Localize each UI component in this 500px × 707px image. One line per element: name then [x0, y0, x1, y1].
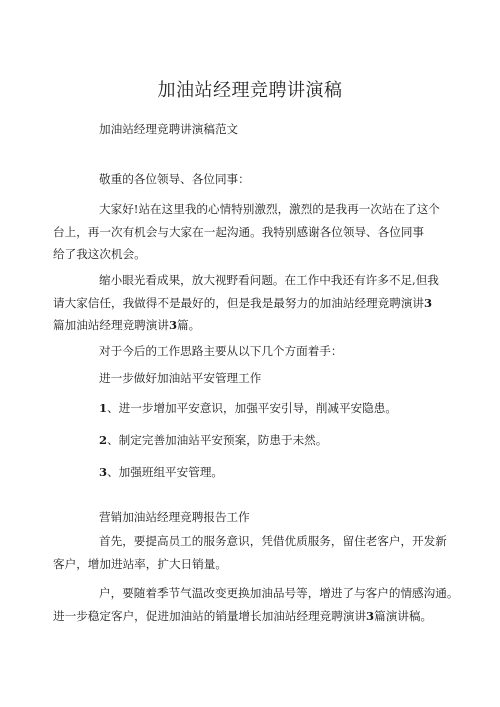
paragraph-3: 对于今后的工作思路主要从以下几个方面着手：: [99, 344, 343, 358]
paragraph-5-text: 篇演讲稿。: [374, 608, 433, 623]
list-number: 2: [99, 433, 108, 447]
section-heading-marketing: 营销加油站经理竞聘报告工作: [99, 510, 250, 524]
paragraph-2-line-with-number: [53, 292, 431, 315]
bold-number: 3: [168, 318, 178, 332]
paragraph-1-line: 台上，再一次有机会与大家在一起沟通。我特别感谢各位领导、各位同事: [53, 224, 425, 239]
bold-number: 3: [366, 608, 375, 623]
bold-number: 3: [424, 295, 433, 310]
list-text: 、制定完善加油站平安预案，防患于未然。: [107, 433, 328, 447]
paragraph-2: [53, 269, 439, 337]
list-item-1: [76, 397, 431, 420]
paragraph-1-line: 给了我这次机会。: [53, 247, 146, 261]
subtitle-paragraph: 加油站经理竞聘讲演稿范文: [99, 122, 239, 136]
paragraph-1-line: 大家好!站在这里我的心情特别激烈，激烈的是我再一次站在了这个: [99, 202, 440, 216]
list-number: 1: [99, 401, 108, 415]
list-item-3: [76, 461, 431, 484]
paragraph-5-line: 户，要随着季节气温改变更换加油品号等，增进了与客户的情感沟通。: [99, 586, 459, 600]
paragraph-5-line-with-number: [53, 605, 431, 628]
paragraph-1: [53, 198, 440, 266]
paragraph-5-text: 进一步稳定客户，促进加油站的销量增长加油站经理竞聘演讲: [53, 608, 367, 623]
paragraph-2-text: 篇。: [177, 318, 201, 332]
paragraph-5: [53, 582, 459, 627]
list-text: 、进一步增加平安意识，加强平安引导，削减平安隐患。: [107, 401, 397, 415]
greeting-paragraph: 敬重的各位领导、各位同事：: [99, 172, 250, 186]
section-heading-safety: 进一步做好加油站平安管理工作: [99, 371, 262, 385]
paragraph-4: [53, 530, 447, 575]
paragraph-4-line: 客户，增加进站率，扩大日销量。: [53, 556, 227, 571]
paragraph-2-line: 缩小眼光看成果，放大视野看问题。在工作中我还有许多不足,但我: [99, 273, 439, 287]
paragraph-2-text: 篇加油站经理竞聘演讲: [53, 318, 169, 332]
document-title: 加油站经理竞聘讲演稿: [157, 80, 343, 101]
list-item-2: [76, 429, 431, 452]
list-number: 3: [99, 465, 108, 479]
paragraph-2-line-with-number: [53, 314, 431, 337]
paragraph-2-text: 请大家信任，我做得不是最好的，但是我是最努力的加油站经理竞聘演讲: [53, 295, 425, 310]
paragraph-4-line: 首先，要提高员工的服务意识，凭借优质服务，留住老客户，开发新: [99, 534, 447, 548]
list-text: 、加强班组平安管理。: [107, 465, 224, 479]
